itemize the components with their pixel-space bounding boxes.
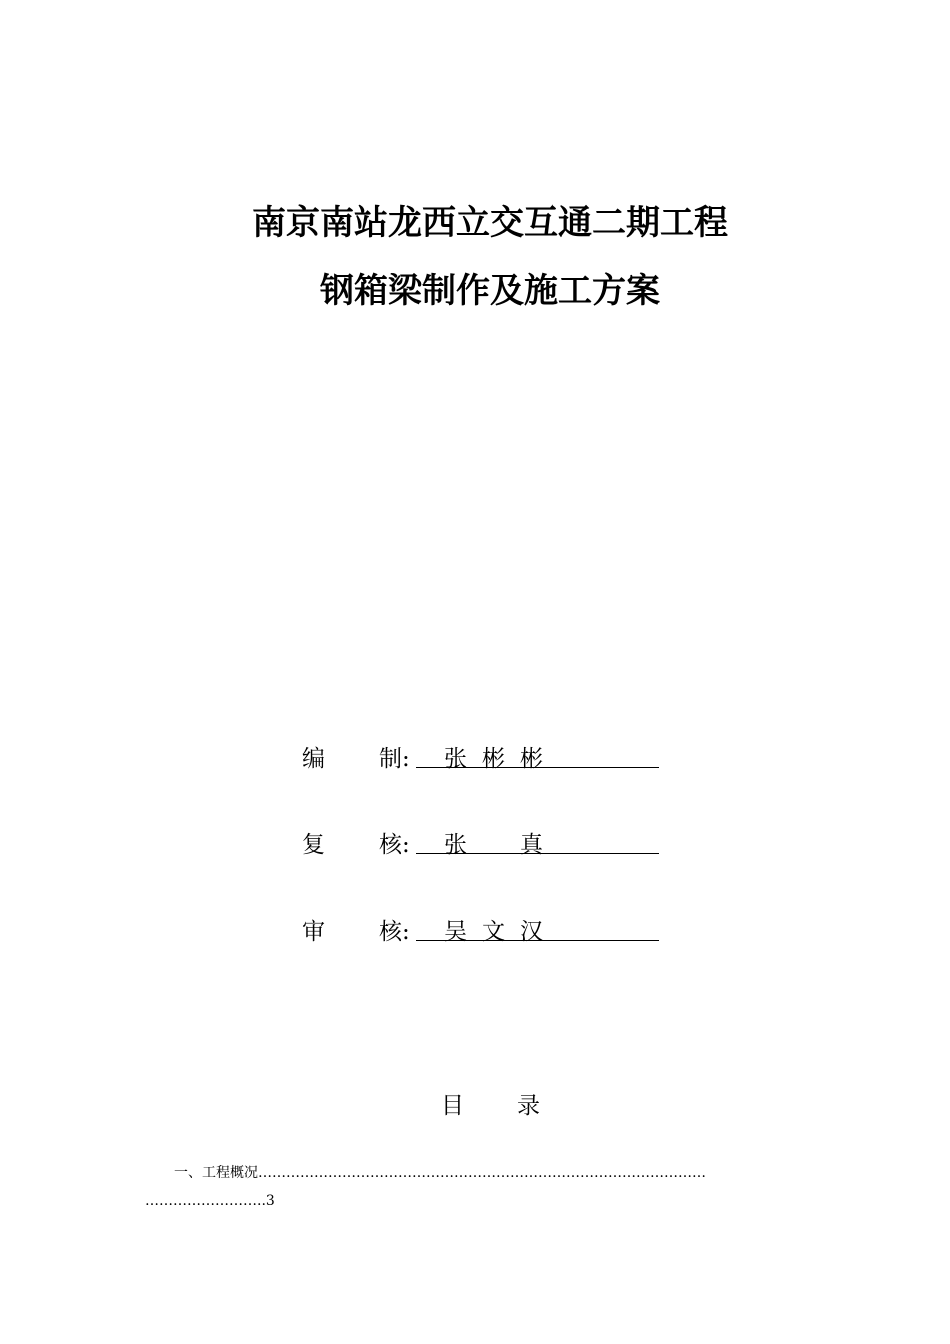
toc-heading-char: 录 (517, 1093, 540, 1119)
signature-name-char: 张 (444, 832, 467, 858)
toc-entry-line: ……………………..3 (145, 1193, 275, 1209)
signature-label-char: 核: (379, 832, 410, 858)
signature-name-char: 彬 (520, 746, 543, 772)
signature-name-char: 张 (444, 746, 467, 772)
signature-name-char: 吴 (444, 919, 467, 945)
document-title-line-2: 钢箱梁制作及施工方案 (320, 271, 660, 311)
signature-label-char: 审 (302, 919, 325, 945)
document-title-line-1: 南京南站龙西立交互通二期工程 (252, 203, 728, 243)
signature-label-char: 核: (379, 919, 410, 945)
signature-name-char: 真 (520, 832, 543, 858)
signature-value-underline (416, 913, 659, 945)
signature-value-underline (416, 826, 659, 858)
signature-label-char: 复 (302, 832, 325, 858)
signature-value-underline (416, 740, 659, 772)
toc-heading-char: 目 (441, 1093, 464, 1119)
signature-name-char: 文 (482, 919, 505, 945)
signature-label-char: 制: (379, 746, 410, 772)
toc-entry-line: 一、工程概况…………………………………………………………………………………… (174, 1165, 706, 1181)
signature-name-char: 彬 (482, 746, 505, 772)
signature-label-char: 编 (302, 746, 325, 772)
signature-name-char: 汉 (520, 919, 543, 945)
